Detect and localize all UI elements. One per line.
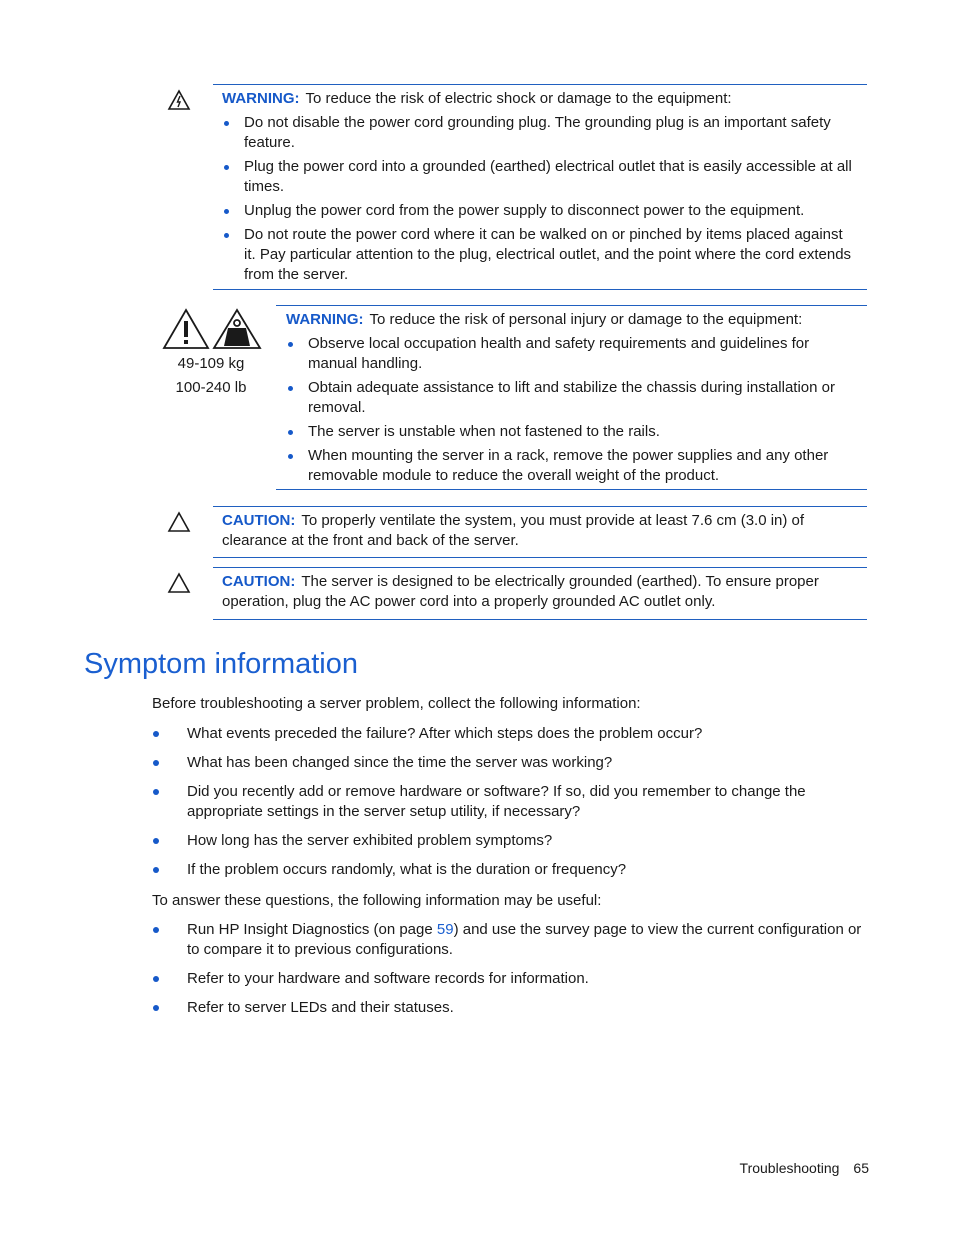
footer-chapter: Troubleshooting: [739, 1160, 840, 1176]
list-item: Refer to server LEDs and their statuses.: [152, 998, 862, 1018]
list-item: What has been changed since the time the server was working?: [152, 753, 862, 773]
weight-kg: 49-109 kg: [177, 355, 245, 372]
caution-label: CAUTION:: [222, 573, 296, 590]
list-item: Obtain adequate assistance to lift and stabilize the chassis during installation or removal.: [286, 378, 857, 418]
warning-list: [222, 113, 857, 285]
warning-text: To reduce the risk of personal injury or damage to the equipment:: [369, 311, 803, 328]
list-item: Refer to your hardware and software records for information.: [152, 969, 862, 989]
questions-list: [152, 724, 862, 889]
section-intro: Before troubleshooting a server problem, collect the following information:: [152, 695, 641, 712]
warning-label: WARNING:: [286, 311, 364, 328]
list-item: Plug the power cord into a grounded (earthed) electrical outlet that is easily accessible at all times.: [222, 157, 857, 197]
caution-notice-ventilation: [213, 506, 867, 558]
page-number: 65: [853, 1160, 869, 1176]
warning-notice-shock: [213, 84, 867, 290]
caution-triangle-icon: [167, 572, 191, 594]
list-item: If the problem occurs randomly, what is the duration or frequency?: [152, 860, 862, 880]
list-item-text: ) and use the survey page to view the current configuration or to compare it to previous configurations.: [187, 921, 862, 958]
page-footer: [726, 1158, 869, 1178]
caution-label: CAUTION:: [222, 512, 296, 529]
page-link[interactable]: 59: [436, 921, 454, 938]
caution-triangle-icon: [167, 511, 191, 533]
list-item: Observe local occupation health and safety requirements and guidelines for manual handling.: [286, 334, 857, 374]
caution-text: The server is designed to be electrically grounded (earthed). To ensure proper operation, plug the AC power cord into a properly grounded AC outlet only.: [222, 573, 819, 610]
list-item: The server is unstable when not fastened to the rails.: [286, 422, 857, 442]
section-title: Symptom information: [84, 648, 358, 680]
warning-triangle-icon: [162, 308, 210, 350]
useful-intro: To answer these questions, the following information may be useful:: [152, 892, 602, 909]
warning-lead: [286, 310, 857, 330]
warning-triangle-icon: [167, 89, 191, 111]
list-item-text: Run HP Insight Diagnostics (on page: [187, 921, 437, 938]
warning-notice-weight: [276, 305, 867, 490]
list-item: When mounting the server in a rack, remove the power supplies and any other removable module to reduce the overall weight of the product.: [286, 446, 857, 486]
warning-lead: [222, 89, 857, 109]
list-item: Do not route the power cord where it can be walked on or pinched by items placed against it. Pay particular attention to the plug, electrical outlet, and the point where the cord extends from the server.: [222, 225, 857, 285]
caution-notice-grounding: [213, 567, 867, 620]
warning-text: To reduce the risk of electric shock or damage to the equipment:: [305, 90, 732, 107]
weight-lb: 100-240 lb: [175, 379, 247, 396]
useful-list: [152, 920, 862, 1027]
heavy-weight-icon: [212, 308, 262, 350]
warning-label: WARNING:: [222, 90, 300, 107]
list-item: [152, 920, 862, 960]
list-item: How long has the server exhibited problem symptoms?: [152, 831, 862, 851]
list-item: What events preceded the failure? After which steps does the problem occur?: [152, 724, 862, 744]
list-item: Do not disable the power cord grounding plug. The grounding plug is an important safety feature.: [222, 113, 857, 153]
list-item: Unplug the power cord from the power supply to disconnect power to the equipment.: [222, 201, 857, 221]
caution-text: To properly ventilate the system, you must provide at least 7.6 cm (3.0 in) of clearance at the front and back of the server.: [222, 512, 805, 549]
list-item: Did you recently add or remove hardware or software? If so, did you remember to change the appropriate settings in the server setup utility, if necessary?: [152, 782, 862, 822]
warning-list: [286, 334, 857, 486]
